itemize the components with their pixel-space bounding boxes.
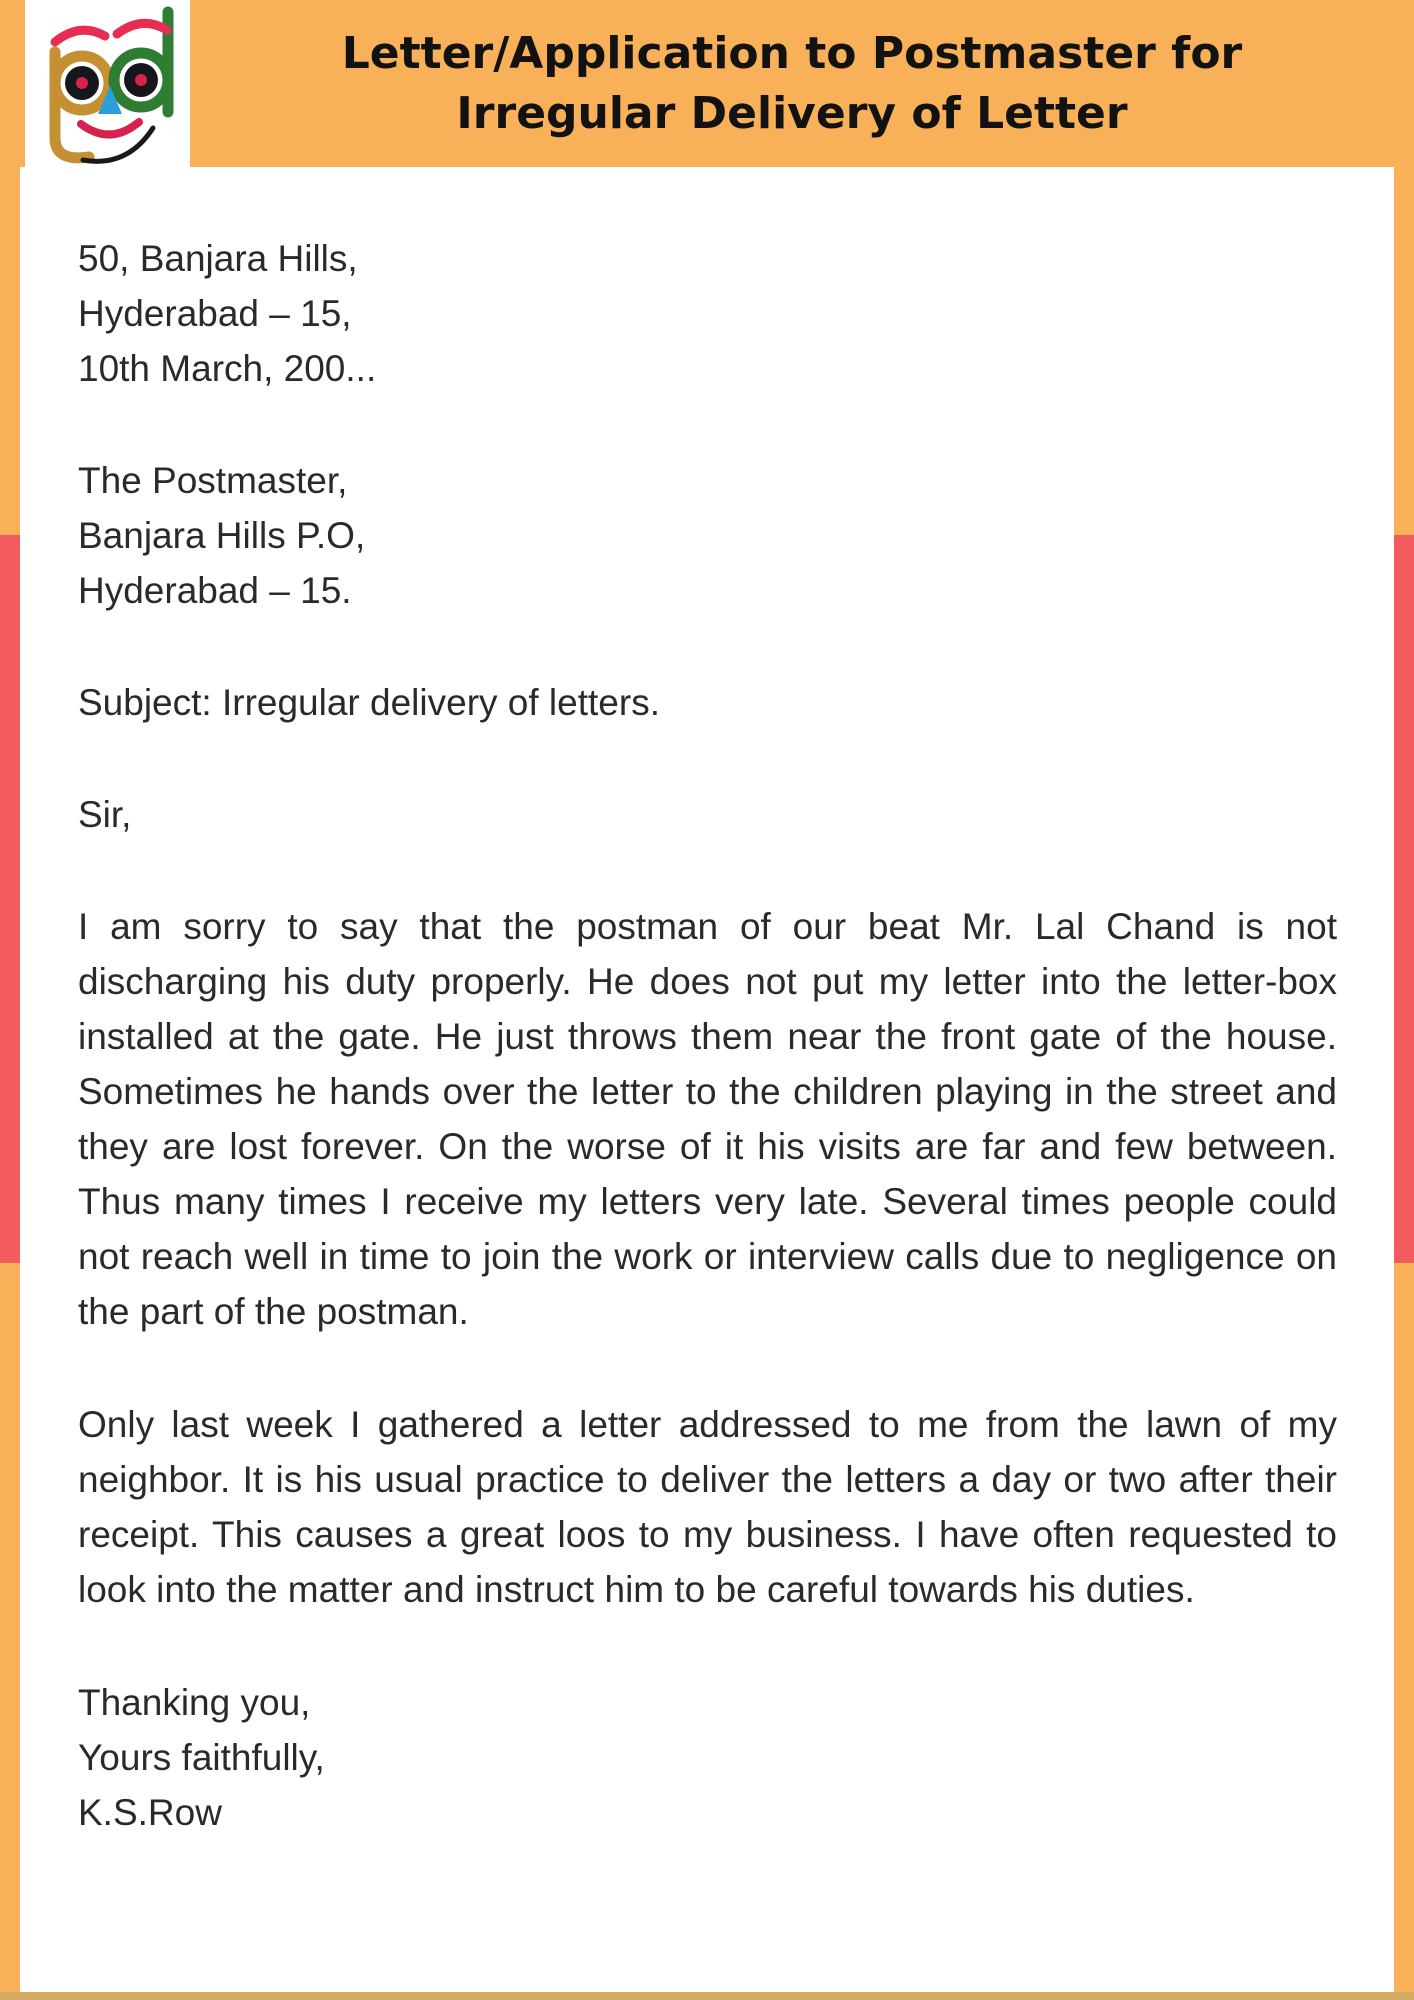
recipient-line: The Postmaster, [78, 460, 348, 501]
letter-body [20, 167, 1394, 1992]
page-title-line1: Letter/Application to Postmaster for [341, 27, 1243, 79]
sender-address-line: 10th March, 200... [78, 348, 377, 389]
pd-face-logo-icon [25, 0, 190, 169]
recipient-line: Banjara Hills P.O, [78, 515, 366, 556]
signature: K.S.Row [78, 1792, 222, 1833]
closing-line: Yours faithfully, [78, 1737, 325, 1778]
salutation: Sir, [78, 794, 132, 835]
sender-address-line: 50, Banjara Hills, [78, 238, 358, 279]
closing-line: Thanking you, [78, 1682, 311, 1723]
header-banner [0, 0, 1414, 167]
sender-address-line: Hyderabad – 15, [78, 293, 352, 334]
recipient-address [78, 453, 1337, 618]
closing-block [78, 1675, 1337, 1840]
body-paragraph-1: I am sorry to say that the postman of our beat Mr. Lal Chand is not discharging his duty properly. He does not put my letter into the letter-box installed at the gate. He just throws them near the front gate of the house. Sometimes he hands over the letter to the children playing in the street and they are lost forever. On the worse of it his visits are far and few between. Thus many times I receive my letters very late. Several times people could not reach well in time to join the work or interview calls due to negligence on the part of the postman. [78, 906, 1337, 1332]
page-title [190, 0, 1394, 167]
recipient-line: Hyderabad – 15. [78, 570, 352, 611]
pd-logo [25, 0, 190, 169]
body-paragraph-2: Only last week I gathered a letter addressed to me from the lawn of my neighbor. It is his usual practice to deliver the letters a day or two after their receipt. This causes a great loos to my business. I have often requested to look into the matter and instruct him to be careful towards his duties. [78, 1404, 1337, 1610]
bottom-border [0, 1992, 1414, 2000]
sender-address [78, 231, 1337, 396]
page-title-line2: Irregular Delivery of Letter [456, 87, 1128, 139]
left-red-accent-bar [0, 535, 20, 1263]
subject-line: Subject: Irregular delivery of letters. [78, 682, 660, 723]
right-red-accent-bar [1394, 535, 1414, 1263]
